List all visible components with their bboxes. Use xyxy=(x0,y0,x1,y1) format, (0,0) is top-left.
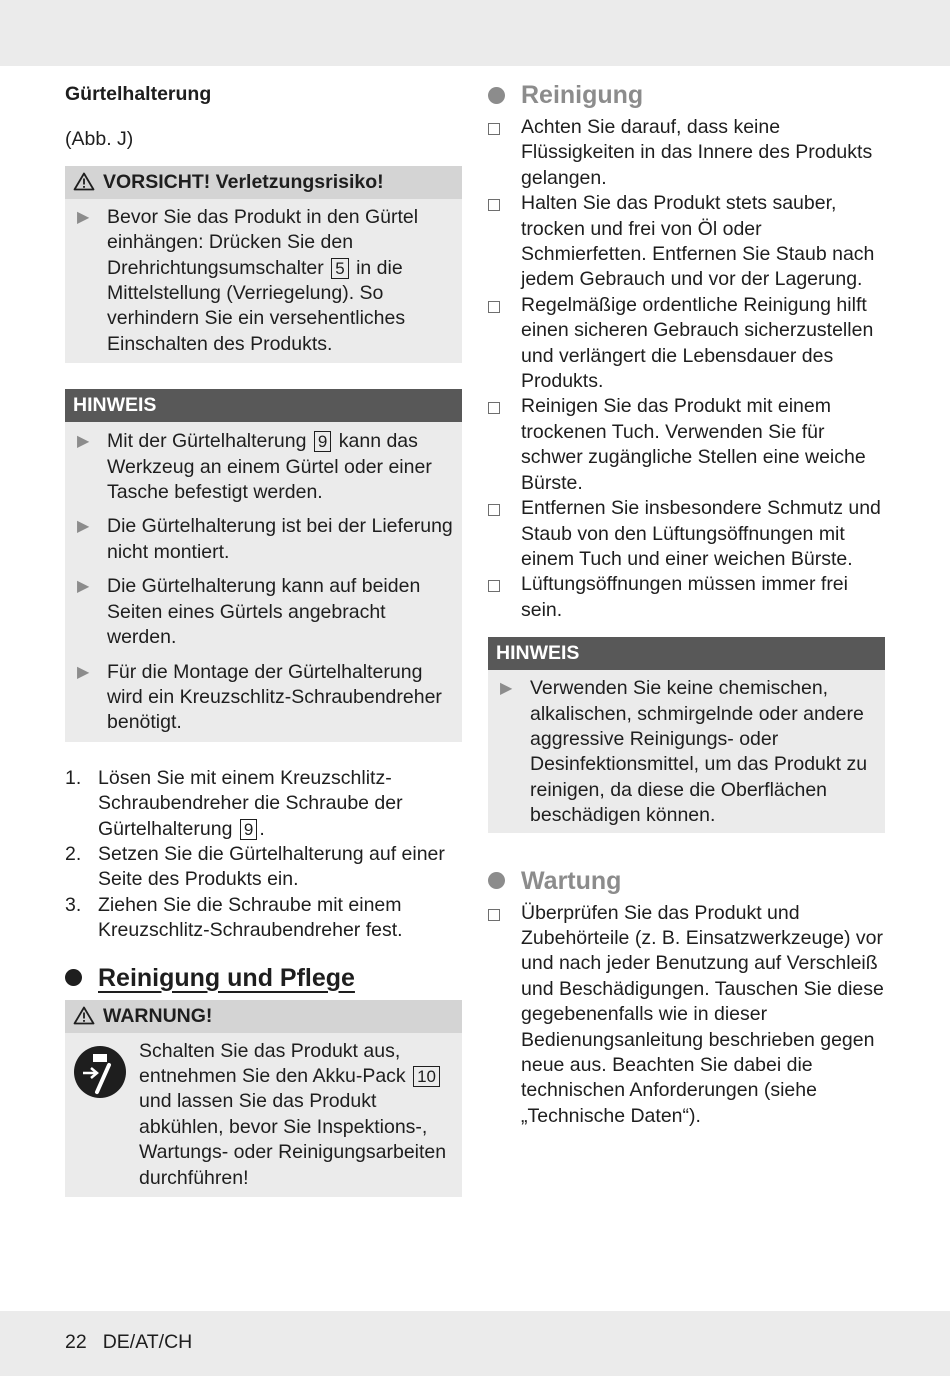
cleaning-list xyxy=(488,115,885,623)
cleaning-item-text: Entfernen Sie insbesondere Schmutz und Staub von den Lüftungsöffnungen mit einem Tuch und einer weichen Bürste. xyxy=(521,497,881,570)
checkbox-square-icon xyxy=(488,572,521,623)
triangle-bullet-icon: ▶ xyxy=(77,578,90,596)
note-item-text: Für die Montage der Gürtelhalterung wird ein Kreuzschlitz-Schraubendreher benötigt. xyxy=(107,660,442,734)
triangle-bullet-icon: ▶ xyxy=(77,518,90,536)
note-item-text: Die Gürtelhalterung kann auf beiden Seiten eines Gürtels angebracht werden. xyxy=(107,575,421,649)
caution-item xyxy=(73,205,454,357)
left-column xyxy=(65,82,462,1197)
note-item-text: Die Gürtelhalterung ist bei der Lieferung nicht montiert. xyxy=(107,515,453,563)
section-bullet-icon xyxy=(65,969,82,986)
cleaning-item-text: Reinigen Sie das Produkt mit einem trockenen Tuch. Verwenden Sie für schwer zugängliche Stellen eine weiche Bürste. xyxy=(521,395,866,494)
step-number: 3. xyxy=(65,893,82,916)
cleaning-item xyxy=(488,191,885,293)
cleaning-item xyxy=(488,394,885,496)
step-item xyxy=(65,766,462,842)
cleaning-item xyxy=(488,115,885,191)
step-item xyxy=(65,893,462,944)
triangle-bullet-icon: ▶ xyxy=(77,433,90,451)
section-heading-text: Reinigung xyxy=(521,81,644,109)
note-item xyxy=(73,514,454,565)
cleaning-item-text: Lüftungsöffnungen müssen immer frei sein. xyxy=(521,573,848,621)
cleaning-item xyxy=(488,293,885,395)
checkbox-square-icon xyxy=(488,394,521,496)
part-ref-10: 10 xyxy=(413,1066,440,1087)
note-item xyxy=(73,429,454,505)
checkbox-square-icon xyxy=(488,293,521,395)
numbered-steps xyxy=(65,766,462,944)
warning-title: WARNUNG! xyxy=(103,1004,213,1027)
step-text-end: . xyxy=(259,817,265,840)
section-bullet-icon xyxy=(488,87,505,104)
note-item-text: Verwenden Sie keine chemischen, alkalischen, schmirgelnde oder andere aggressive Reinigungs- oder Desinfektionsmittel, um das Produkt zu reinigen, da diese die Oberflächen beschädigen können. xyxy=(530,677,868,827)
checkbox-square-icon xyxy=(488,496,521,572)
section-heading-text: Wartung xyxy=(521,866,622,895)
cleaning-item-text: Halten Sie das Produkt stets sauber, trocken und frei von Öl oder Schmierfetten. Entfernen Sie Staub nach jedem Gebrauch und vor der Lagerung. xyxy=(521,192,875,291)
step-text: Setzen Sie die Gürtelhalterung auf einer Seite des Produkts ein. xyxy=(98,842,445,891)
note-box-body xyxy=(488,670,885,832)
section-heading-text: Reinigung und Pflege xyxy=(98,963,355,992)
step-number: 2. xyxy=(65,842,82,865)
note-box-header: HINWEIS xyxy=(488,637,885,670)
section-heading-cleaning-care xyxy=(65,963,462,993)
checkbox-square-icon xyxy=(488,115,521,191)
belt-clip-subheading: Gürtelhalterung xyxy=(65,83,212,105)
cleaning-item xyxy=(488,572,885,623)
note-box-body xyxy=(65,422,462,741)
figure-reference: (Abb. J) xyxy=(65,128,134,151)
warning-text-end: und lassen Sie das Produkt abkühlen, bevor Sie Inspektions-, Wartungs- oder Reinigungsarbeiten durchführen! xyxy=(139,1090,447,1189)
caution-box xyxy=(65,166,462,363)
caution-box-body xyxy=(65,199,462,363)
checkbox-square-icon xyxy=(488,901,521,1130)
caution-box-header xyxy=(65,166,462,199)
caution-text-start: Bevor Sie das Produkt in den Gürtel einhängen: Drücken Sie den Drehrichtungsumschalter xyxy=(107,205,419,279)
cleaning-item-text: Achten Sie darauf, dass keine Flüssigkeiten in das Innere des Produkts gelangen. xyxy=(521,116,873,189)
note-box-cleaning xyxy=(488,637,885,832)
step-item xyxy=(65,842,462,893)
caution-title: VORSICHT! Verletzungsrisiko! xyxy=(103,170,384,193)
part-ref-5: 5 xyxy=(331,258,348,279)
warning-triangle-icon xyxy=(73,172,95,191)
section-heading-cleaning xyxy=(488,80,885,110)
note-box-header: HINWEIS xyxy=(65,389,462,422)
cleaning-item-text: Regelmäßige ordentliche Reinigung hilft einen sicheren Gebrauch sicherzustellen und verlängert die Lebensdauer des Produkts. xyxy=(521,293,874,393)
note-item xyxy=(496,676,877,828)
note-item xyxy=(73,660,454,736)
header-band xyxy=(0,0,950,66)
triangle-bullet-icon: ▶ xyxy=(77,663,90,681)
triangle-bullet-icon: ▶ xyxy=(500,680,513,698)
maintenance-item xyxy=(488,901,885,1130)
remove-battery-icon xyxy=(73,1045,127,1099)
step-text-start: Lösen Sie mit einem Kreuzschlitz-Schraubendreher die Schraube der Gürtelhalterung xyxy=(98,766,403,840)
part-ref-9: 9 xyxy=(314,431,331,452)
page-footer xyxy=(65,1330,192,1355)
warning-text-start: Schalten Sie das Produkt aus, entnehmen Sie den Akku-Pack xyxy=(139,1039,406,1087)
warning-box xyxy=(65,1000,462,1197)
maintenance-list xyxy=(488,901,885,1130)
triangle-bullet-icon: ▶ xyxy=(77,208,90,226)
warning-triangle-icon xyxy=(73,1006,95,1025)
note-item-text-start: Mit der Gürtelhalterung xyxy=(107,430,307,453)
warning-box-header xyxy=(65,1000,462,1033)
right-column xyxy=(488,80,885,1129)
caution-text-end: in die Mittelstellung (Verriegelung). So verhindern Sie ein versehentliches Einschalten des Produkts. xyxy=(107,256,406,355)
part-ref-9: 9 xyxy=(240,819,257,840)
note-item xyxy=(73,574,454,650)
page-number: 22 xyxy=(65,1331,87,1353)
step-number: 1. xyxy=(65,766,82,789)
section-heading-maintenance xyxy=(488,866,885,896)
note-box-belt-clip xyxy=(65,389,462,741)
maintenance-item-text: Überprüfen Sie das Produkt und Zubehörteile (z. B. Einsatzwerkzeuge) vor und nach jeder Benutzung auf Verschleiß und Beschädigungen. Tauschen Sie diese gegebenenfalls wie in dieser Bedienungsanleitung beschrieben gegen neue aus. Beachten Sie dabei die technischen Anforderungen (siehe „Technische Daten“). xyxy=(521,901,884,1127)
section-bullet-icon xyxy=(488,872,505,889)
cleaning-item xyxy=(488,496,885,572)
locale-label: DE/AT/CH xyxy=(102,1331,193,1353)
warning-box-body xyxy=(65,1033,462,1197)
note-item-text-end: kann das Werkzeug an einem Gürtel oder einer Tasche befestigt werden. xyxy=(107,430,432,504)
step-text: Ziehen Sie die Schraube mit einem Kreuzschlitz-Schraubendreher fest. xyxy=(98,893,403,942)
checkbox-square-icon xyxy=(488,191,521,293)
